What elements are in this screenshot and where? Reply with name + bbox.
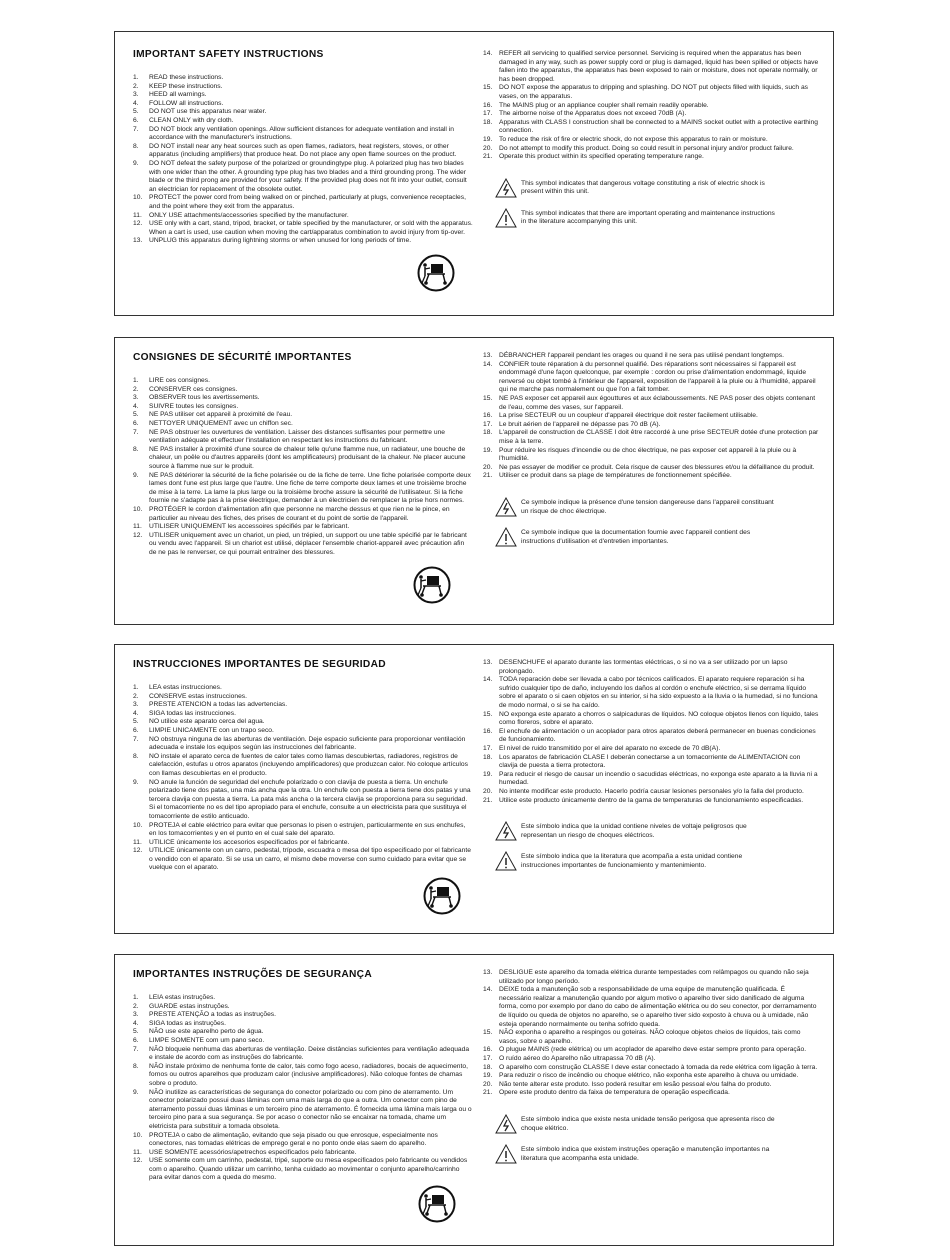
item-number: 6. [133,419,139,427]
instruction-list-right [483,659,819,805]
item-text: NETTOYER UNIQUEMENT avec un chiffon sec. [149,419,293,427]
list-item [133,1046,473,1063]
item-number: 14. [483,360,493,368]
list-item [133,532,473,558]
item-text: HEED all warnings. [149,91,207,99]
item-text: La prise SECTEUR ou un coupleur d'appareil électrique doit rester facilement utilisable. [499,412,758,420]
item-text: DESLIGUE este aparelho da tomada elétrica durante tempestades com relâmpagos ou quando não seja utilizado por longo período. [499,969,809,985]
list-item [133,108,473,117]
list-item [133,160,473,194]
item-number: 1. [133,684,139,691]
list-item [133,212,473,221]
item-text: PROTÉGER le cordon d'alimentation afin que personne ne marche dessus et que rien ne le pince, en particulier au niveau des fiches, des prises de courant et du point de sortie de l'appareil. [149,505,450,522]
item-text: PRESTE ATENCION a todas las advertencias. [149,701,288,709]
item-text: CONFIER toute réparation à du personnel qualifié. Des réparations sont nécessaires si l'appareil est endommagé d'une façon quelconque, par exemple : cordon ou prise d'alimentation endommagé, liquide renversé ou objet tombé à l'intérieur de l'appareil, exposition de l'appareil à la pluie ou à l'humidité, appareil qui ne marche pas normalement ou que l'on a fait tomber. [499,360,816,394]
item-text: READ these instructions. [149,74,224,81]
item-number: 10. [133,194,143,202]
item-number: 14. [483,986,493,994]
list-item [133,429,473,446]
list-item [483,464,819,473]
instruction-list-right [483,969,819,1098]
info-symbol-text: This symbol indicates that there are important operating and maintenance instructions in the literature accompanying this unit. [521,209,775,226]
item-number: 9. [133,159,139,167]
item-text: Do not attempt to modify this product. Doing so could result in personal injury and/or product failure. [499,144,794,152]
list-item [483,1081,819,1090]
info-symbol-text: Ce symbole indique que la documentation fournie avec l'appareil contient des instructions d'utilisation et d'entretien importantes. [521,528,751,545]
list-item [483,119,819,136]
list-item [483,145,819,154]
voltage-symbol-text: Ce symbole indique la présence d'une tension dangereuse dans l'appareil constituant un risque de choc électrique. [521,498,774,515]
item-text: Opere este produto dentro da faixa de temperatura de operação especificada. [499,1089,730,1097]
list-item [133,220,473,237]
item-number: 8. [133,752,139,760]
list-item [133,1028,473,1037]
list-item [133,736,473,753]
item-number: 9. [133,778,139,786]
instruction-list-left [133,994,473,1183]
item-number: 10. [133,1131,143,1139]
section-title: IMPORTANTES INSTRUÇÕES DE SEGURANÇA [133,969,372,980]
list-item [483,745,819,754]
list-item [133,1132,473,1149]
list-item [133,74,473,83]
item-number: 20. [483,144,493,152]
item-number: 16. [483,412,493,420]
list-item [133,684,473,693]
item-number: 10. [133,505,143,513]
list-item [483,797,819,806]
item-number: 2. [133,692,139,700]
list-item [133,420,473,429]
safety-panel-en [114,31,834,316]
item-number: 14. [483,50,493,57]
list-item [483,84,819,101]
list-item [133,839,473,848]
item-text: NÃO use este aparelho perto de água. [149,1028,264,1036]
voltage-symbol-row [483,495,819,525]
list-item [483,711,819,728]
info-symbol-row [483,849,819,879]
item-text: Le bruit aérien de l'appareil ne dépasse pas 70 dB (A). [499,420,661,428]
item-number: 12. [133,220,143,228]
list-item [133,377,473,386]
item-text: NÃO instale próximo de nenhuma fonte de calor, tais como fogo aceso, radiadores, bocais de aquecimento, fornos ou outros aparelhos que produzam calor (inclusive amplificadores). Não coloque fontes de chamas sobre o produto. [149,1062,468,1087]
list-item [483,429,819,446]
cart-warning-icon [417,254,455,292]
item-number: 8. [133,142,139,150]
item-number: 17. [483,420,493,428]
item-text: LEA estas instrucciones. [149,684,222,691]
item-number: 5. [133,411,139,419]
safety-panel-fr [114,337,834,625]
list-item [133,847,473,873]
item-number: 17. [483,744,493,752]
list-item [483,50,819,84]
list-item [133,100,473,109]
item-number: 5. [133,108,139,116]
list-item [133,1011,473,1020]
item-text: GUARDE estas instruções. [149,1002,230,1010]
info-symbol-row [483,525,819,555]
item-number: 21. [483,472,493,480]
item-text: O aparelho com construção CLASSE I deve estar conectado à tomada da rede elétrica com ligação à terra. [499,1063,818,1071]
item-text: Operate this product within its specified operating temperature range. [499,153,704,161]
lightning-warning-icon [495,178,517,198]
item-text: L'appareil de construction de CLASSE I doit être raccordé à une prise SECTEUR dotée d'une protection par mise à la terre. [499,429,819,445]
item-text: Para reducir el riesgo de causar un incendio o sacudidas eléctricas, no exponga este aparato a la lluvia ni a humedad. [499,770,818,787]
list-item [133,83,473,92]
item-text: PROTEJA el cable eléctrico para evitar que personas lo pisen o estrujen, particularmente en sus enchufes, en los tomacorrientes y en el punto en el cual sale del aparato. [149,821,466,838]
item-number: 8. [133,1062,139,1070]
item-number: 3. [133,394,139,402]
list-item [483,1029,819,1046]
item-text: Utiliser ce produit dans sa plage de températures de fonctionnement spécifiée. [499,472,732,480]
list-item [133,386,473,395]
item-number: 17. [483,110,493,118]
item-text: CONSERVE estas instrucciones. [149,692,247,700]
item-text: Ne pas essayer de modifier ce produit. Cela risque de causer des blessures et/ou la défaillance du produit. [499,463,815,471]
list-item [133,753,473,779]
item-text: NÃO exponha o aparelho a respingos ou goteiras. NÃO coloque objetos cheios de líquidos, tais como vasos, sobre o aparelho. [499,1029,801,1045]
lightning-warning-icon [495,1114,517,1134]
list-item [483,754,819,771]
item-text: Utilice este producto únicamente dentro de la gama de temperaturas de funcionamiento especificadas. [499,796,804,804]
item-number: 21. [483,1089,493,1097]
item-number: 6. [133,726,139,734]
item-number: 1. [133,377,139,384]
item-text: DO NOT block any ventilation openings. Allow sufficient distances for adequate ventilation and install in accordance with the manufacturer's instructions. [149,125,454,142]
item-text: NÃO bloqueie nenhuma das aberturas de ventilação. Deixe distâncias suficientes para ventilação adequada e instale de acordo com as instruções do fabricante. [149,1045,470,1062]
item-text: CLEAN ONLY with dry cloth. [149,116,234,124]
item-number: 2. [133,1002,139,1010]
item-text: CONSERVER ces consignes. [149,385,238,393]
item-number: 16. [483,1046,493,1054]
item-text: Los aparatos de fabricación CLASE I deberán conectarse a un tomacorriente de ALIMENTACION con clavija de puesta a tierra protectora. [499,753,801,770]
symbols [483,176,819,236]
item-text: Para reduzir o risco de incêndio ou choque elétrico, não exponha este aparelho à chuva ou umidade. [499,1072,799,1080]
list-item [133,143,473,160]
item-number: 7. [133,735,139,743]
item-number: 16. [483,101,493,109]
item-text: LEIA estas instruções. [149,994,216,1001]
list-item [133,779,473,822]
item-number: 10. [133,821,143,829]
list-item [133,693,473,702]
item-number: 13. [483,352,493,359]
item-text: NÃO inutilize as características de segurança do conector polarizado ou com pino de aterramento. Um conector polarizado possui duas lâminas com uma mais larga do que a outra. Um conector com pino de aterramento possui duas lâminas e um terceiro pino de aterramento. É fornecida uma lâmina mais larga ou o terceiro pino para a sua segurança. Se por acaso o conector não se encaixar na tomada, chame um eletricista para substituir a tomada obsoleta. [149,1088,472,1130]
item-text: UTILISER UNIQUEMENT les accessoires spécifiés par le fabricant. [149,523,350,531]
item-number: 18. [483,118,493,126]
item-number: 3. [133,91,139,99]
item-text: NE PAS obstruer les ouvertures de ventilation. Laisser des distances suffisantes pour permettre une ventilation adéquate et effectuer l'installation en respectant les instructions du fabricant. [149,428,446,445]
item-number: 9. [133,1088,139,1096]
item-number: 12. [133,531,143,539]
instruction-list-right [483,352,819,481]
item-number: 14. [483,676,493,684]
item-text: LIMPE SOMENTE com um pano seco. [149,1036,265,1044]
item-text: DEIXE toda a manutenção sob a responsabilidade de uma equipe de manutenção qualificada. É necessário realizar a manutenção quando por algum motivo o aparelho tiver sido danificado de alguma forma, como por exemplo por dano do cabo de alimentação elétrica ou do seu conector, por derramamento de líquido ou queda de objetos no aparelho, se o aparelho tiver sido exposto à chuva ou à umidade, não esteja operando normalmente ou tenha sofrido queda. [499,986,817,1028]
item-number: 6. [133,116,139,124]
item-text: DÉBRANCHER l'appareil pendant les orages ou quand il ne sera pas utilisé pendant longtemps. [499,352,784,359]
list-item [133,1149,473,1158]
info-symbol-row [483,206,819,236]
list-item [133,237,473,246]
item-text: El nivel de ruido transmitido por el aire del aparato no excede de 70 dB(A). [499,744,721,752]
item-number: 5. [133,718,139,726]
item-number: 3. [133,1011,139,1019]
list-item [133,472,473,506]
list-item [133,718,473,727]
item-text: KEEP these instructions. [149,82,223,90]
instruction-list-right [483,50,819,162]
item-number: 18. [483,753,493,761]
exclamation-warning-icon [495,208,517,228]
list-item [133,194,473,211]
symbols [483,1112,819,1172]
list-item [483,412,819,421]
item-number: 15. [483,710,493,718]
list-item [483,447,819,464]
list-item [133,1003,473,1012]
item-text: El enchufe de alimentación o un acoplador para otros aparatos deberá permanecer en buenas condiciones de funcionamiento. [499,727,816,744]
list-item [133,994,473,1003]
item-text: NE PAS installer à proximité d'une source de chaleur telle qu'une flamme nue, un radiateur, une bouche de chaleur, un poêle ou d'autres appareils (dont les amplificateurs) produisant de la chaleur. Ne placer aucune source à flamme nue sur le produit. [149,445,466,470]
item-number: 17. [483,1054,493,1062]
list-item [483,1089,819,1098]
item-number: 11. [133,1148,142,1156]
cart-warning-icon [423,877,461,915]
item-text: SIGA todas las instrucciones. [149,709,236,717]
item-number: 1. [133,994,139,1001]
list-item [133,126,473,143]
item-text: USE only with a cart, stand, tripod, bracket, or table specified by the manufacturer, or sold with the apparatus. When a cart is used, use caution when moving the cart/apparatus combination to avoid injury from tip-over. [149,220,473,236]
item-number: 16. [483,727,493,735]
item-text: UNPLUG this apparatus during lightning storms or when unused for long periods of time. [149,237,412,245]
item-text: USE SOMENTE acessórios/apetrechos especificados pelo fabricante. [149,1148,357,1156]
item-text: NO utilice este aparato cerca del agua. [149,718,265,726]
item-text: DO NOT install near any heat sources such as open flames, radiators, heat registers, stoves, or other apparatus (including amplifiers) that produce heat. Do not place any open flame sources on the product. [149,142,457,159]
item-number: 11. [133,838,142,846]
list-item [483,110,819,119]
list-item [133,1089,473,1132]
voltage-symbol-text: Este símbolo indica que la unidad contiene niveles de voltaje peligrosos que representan un riesgo de choques eléctricos. [521,823,747,839]
list-item [483,136,819,145]
item-text: OBSERVER tous les avertissements. [149,394,260,402]
item-text: PROTEJA o cabo de alimentação, evitando que seja pisado ou que enrosque, especialmente nos conectores, nas tomadas elétricas de emprego geral e no ponto onde elas saem do aparelho. [149,1131,438,1148]
item-text: FOLLOW all instructions. [149,99,224,107]
item-text: No intente modificar este producto. Hacerlo podría causar lesiones personales y/o la falla del producto. [499,787,804,795]
item-number: 19. [483,1072,493,1080]
list-item [483,788,819,797]
item-number: 20. [483,1080,493,1088]
list-item [133,1037,473,1046]
list-item [483,771,819,788]
section-title: INSTRUCCIONES IMPORTANTES DE SEGURIDAD [133,659,386,670]
item-text: DO NOT defeat the safety purpose of the polarized or groundingtype plug. A polarized plug has two blades with one wider than the other. A grounding type plug has two blades and a third grounding prong. The wider blade or the third prong are provided for your safety. If the provided plug does not fit into your outlet, consult an electrician for replacement of the obsolete outlet. [149,159,467,193]
item-number: 11. [133,523,142,531]
exclamation-warning-icon [495,527,517,547]
safety-panel-es [114,644,834,934]
item-text: To reduce the risk of fire or electric shock, do not expose this apparatus to rain or moisture. [499,135,768,143]
item-number: 7. [133,125,139,133]
item-number: 12. [133,1157,143,1165]
list-item [133,506,473,523]
item-number: 21. [483,796,493,804]
info-symbol-text: Este símbolo indica que la literatura que acompaña a esta unidad contiene instrucciones importantes de funcionamiento y mantenimiento. [521,853,743,869]
list-item [483,659,819,676]
item-number: 19. [483,770,493,778]
list-item [133,394,473,403]
item-text: DO NOT use this apparatus near water. [149,108,267,116]
item-text: Não tente alterar este produto. Isso poderá resultar em lesão pessoal e/ou falha do produto. [499,1080,772,1088]
item-number: 18. [483,1063,493,1071]
item-text: SIGA todas as instruções. [149,1019,226,1027]
list-item [483,986,819,1029]
item-number: 19. [483,135,493,143]
list-item [133,822,473,839]
item-number: 13. [483,969,493,976]
item-number: 1. [133,74,139,81]
list-item [133,1063,473,1089]
voltage-symbol-row [483,1112,819,1142]
instruction-list-left [133,684,473,873]
item-text: O plugue MAINS (rede elétrica) ou um acoplador de aparelho deve estar sempre pronto para operação. [499,1046,807,1054]
instruction-list-left [133,377,473,557]
section-title: IMPORTANT SAFETY INSTRUCTIONS [133,49,324,60]
list-item [483,472,819,481]
item-number: 13. [133,237,143,245]
lightning-warning-icon [495,497,517,517]
exclamation-warning-icon [495,851,517,871]
instruction-list-left [133,74,473,246]
item-number: 4. [133,99,139,107]
item-text: NO instale el aparato cerca de fuentes de calor tales como llamas descubiertas, radiadores, registros de calefacción, estufas u otros aparatos (incluyendo amplificadores) que produzcan calor. No coloque artículos con llamas descubiertas en el producto. [149,752,468,777]
list-item [133,403,473,412]
item-number: 2. [133,82,139,90]
safety-panel-pt [114,954,834,1246]
list-item [483,361,819,395]
item-number: 2. [133,385,139,393]
item-number: 7. [133,428,139,436]
item-number: 11. [133,211,142,219]
list-item [133,446,473,472]
item-text: The airborne noise of the Apparatus does not exceed 70dB (A). [499,110,687,118]
symbols [483,819,819,879]
list-item [483,421,819,430]
item-text: UTILICE únicamente los accesorios especificados por el fabricante. [149,838,350,846]
item-number: 19. [483,446,493,454]
item-text: The MAINS plug or an appliance coupler shall remain readily operable. [499,101,709,109]
item-text: Pour réduire les risques d'incendie ou de choc électrique, ne pas exposer cet appareil à la pluie ou à l'humidité. [499,446,797,463]
symbols [483,495,819,555]
item-number: 12. [133,847,143,855]
item-text: NE PAS utiliser cet appareil à proximité de l'eau. [149,411,293,419]
list-item [133,117,473,126]
item-number: 18. [483,429,493,437]
item-text: NO obstruya ninguna de las aberturas de ventilación. Deje espacio suficiente para proporcionar ventilación adecuada e instale los equipos según las instrucciones del fabricante. [149,735,466,752]
list-item [483,1064,819,1073]
item-text: REFER all servicing to qualified service personnel. Servicing is required when the apparatus has been damaged in any way, such as power supply cord or plug is damaged, liquid has been spilled or objects have fallen into the apparatus, the apparatus has been exposed to rain or moisture, does not operate normally, or has been dropped. [499,50,819,83]
list-item [483,153,819,162]
item-text: DESENCHUFE el aparato durante las tormentas eléctricas, o si no va a ser utilizado por un lapso prolongado. [499,659,788,675]
item-number: 4. [133,1019,139,1027]
list-item [483,728,819,745]
list-item [483,1046,819,1055]
item-number: 4. [133,709,139,717]
item-text: ONLY USE attachments/accessories specified by the manufacturer. [149,211,349,219]
info-symbol-text: Este símbolo indica que existem instruções operação e manutenção importantes na literatura que acompanha esta unidade. [521,1145,770,1162]
list-item [133,411,473,420]
item-number: 15. [483,1029,493,1037]
voltage-symbol-row [483,176,819,206]
info-symbol-row [483,1142,819,1172]
item-text: TODA reparación debe ser llevada a cabo por técnicos calificados. El aparato requiere reparación si ha sufrido cualquier tipo de daño, incluyendo los daños al cordón o enchufe eléctrico, si se derrama líquido sobre el aparato o si caen objetos en su interior, si ha sido expuesto a la lluvia o la humedad, si no funciona de modo normal, o si se ha caído. [499,676,818,709]
list-item [483,352,819,361]
item-text: UTILICE únicamente con un carro, pedestal, trípode, escuadra o mesa del tipo especificado por el fabricante o vendido con el aparato. Si se usa un carro, el mismo debe moverse con sumo cuidado para evitar que se vuelque con el aparato. [149,847,471,872]
item-text: NO anule la función de seguridad del enchufe polarizado o con clavija de puesta a tierra. Un enchufe polarizado tiene dos patas, una más ancha que la otra. Un enchufe con puesta a tierra tiene dos patas y una tercera clavija con puesta a tierra. La pata más ancha o la tercera clavija se proporciona para su seguridad. Si el tomacorriente no es del tipo apropiado para el enchufe, consulte a un electricista para que sustituya el tomacorriente de estilo anticuado. [149,778,471,820]
section-title: CONSIGNES DE SÉCURITÉ IMPORTANTES [133,352,352,363]
item-text: SUIVRE toutes les consignes. [149,402,239,410]
list-item [133,1157,473,1183]
item-number: 15. [483,394,493,402]
list-item [133,727,473,736]
item-text: NE PAS détériorer la sécurité de la fiche polarisée ou de la fiche de terre. Une fiche polarisée comporte deux lames dont l'une est plus large que l'autre. Une fiche de terre comporte deux lames et une troisième broche de mise à la terre. La lame la plus large ou la troisième broche assure la sécurité de l'utilisateur. Si la fiche fournie ne s'adapte pas à la prise électrique, demander à un électricien de remplacer la prise hors normes. [149,471,471,505]
item-text: LIMPIE UNICAMENTE con un trapo seco. [149,726,274,734]
list-item [483,102,819,111]
item-text: NE PAS exposer cet appareil aux égouttures et aux éclaboussements. NE PAS poser des objets contenant de l'eau, comme des vases, sur l'appareil. [499,394,816,411]
list-item [483,1055,819,1064]
item-number: 9. [133,471,139,479]
item-text: UTILISER uniquement avec un chariot, un pied, un trépied, un support ou une table spécifié par le fabricant ou vendu avec l'appareil. Si un chariot est utilisé, déplacer l'ensemble chariot-appareil avec précaution afin de ne pas le renverser, ce qui pourrait entraîner des blessures. [149,531,467,556]
item-number: 4. [133,402,139,410]
item-number: 15. [483,84,493,92]
item-number: 7. [133,1045,139,1053]
item-text: USE somente com um carrinho, pedestal, tripé, suporte ou mesa especificados pelo fabricante ou vendidos com o aparelho. Quando utilizar um carrinho, tenha cuidado ao movimentar o conjunto aparelho/carrinho para evitar danos com a queda do mesmo. [149,1157,468,1182]
item-number: 6. [133,1036,139,1044]
item-text: PRESTE ATENÇÃO a todas as instruções. [149,1011,276,1019]
item-number: 3. [133,701,139,709]
voltage-symbol-text: This symbol indicates that dangerous voltage constituting a risk of electric shock is present within this unit. [521,179,765,196]
list-item [483,395,819,412]
voltage-symbol-text: Este símbolo indica que existe nesta unidade tensão perigosa que apresenta risco de choque elétrico. [521,1115,775,1132]
item-text: PROTECT the power cord from being walked on or pinched, particularly at plugs, convenience receptacles, and the point where they exit from the apparatus. [149,194,466,210]
item-number: 8. [133,445,139,453]
item-number: 20. [483,463,493,471]
item-number: 21. [483,153,493,161]
item-number: 13. [483,659,493,666]
list-item [483,1072,819,1081]
item-text: DO NOT expose the apparatus to dripping and splashing. DO NOT put objects filled with liquids, such as vases, on the apparatus. [499,84,809,100]
list-item [133,701,473,710]
exclamation-warning-icon [495,1144,517,1164]
item-number: 5. [133,1028,139,1036]
voltage-symbol-row [483,819,819,849]
item-text: O ruído aéreo do Aparelho não ultrapassa 70 dB (A). [499,1054,656,1062]
item-text: LIRE ces consignes. [149,377,210,384]
list-item [483,676,819,710]
item-number: 20. [483,787,493,795]
item-text: Apparatus with CLASS I construction shall be connected to a MAINS socket outlet with a protective earthing connection. [499,118,818,135]
list-item [133,523,473,532]
list-item [133,710,473,719]
cart-warning-icon [418,1185,456,1223]
list-item [483,969,819,986]
lightning-warning-icon [495,821,517,841]
cart-warning-icon [413,566,451,604]
list-item [133,91,473,100]
item-text: NO exponga este aparato a chorros o salpicaduras de líquidos. NO coloque objetos llenos con líquido, tales como floreros, sobre el aparato. [499,710,819,727]
